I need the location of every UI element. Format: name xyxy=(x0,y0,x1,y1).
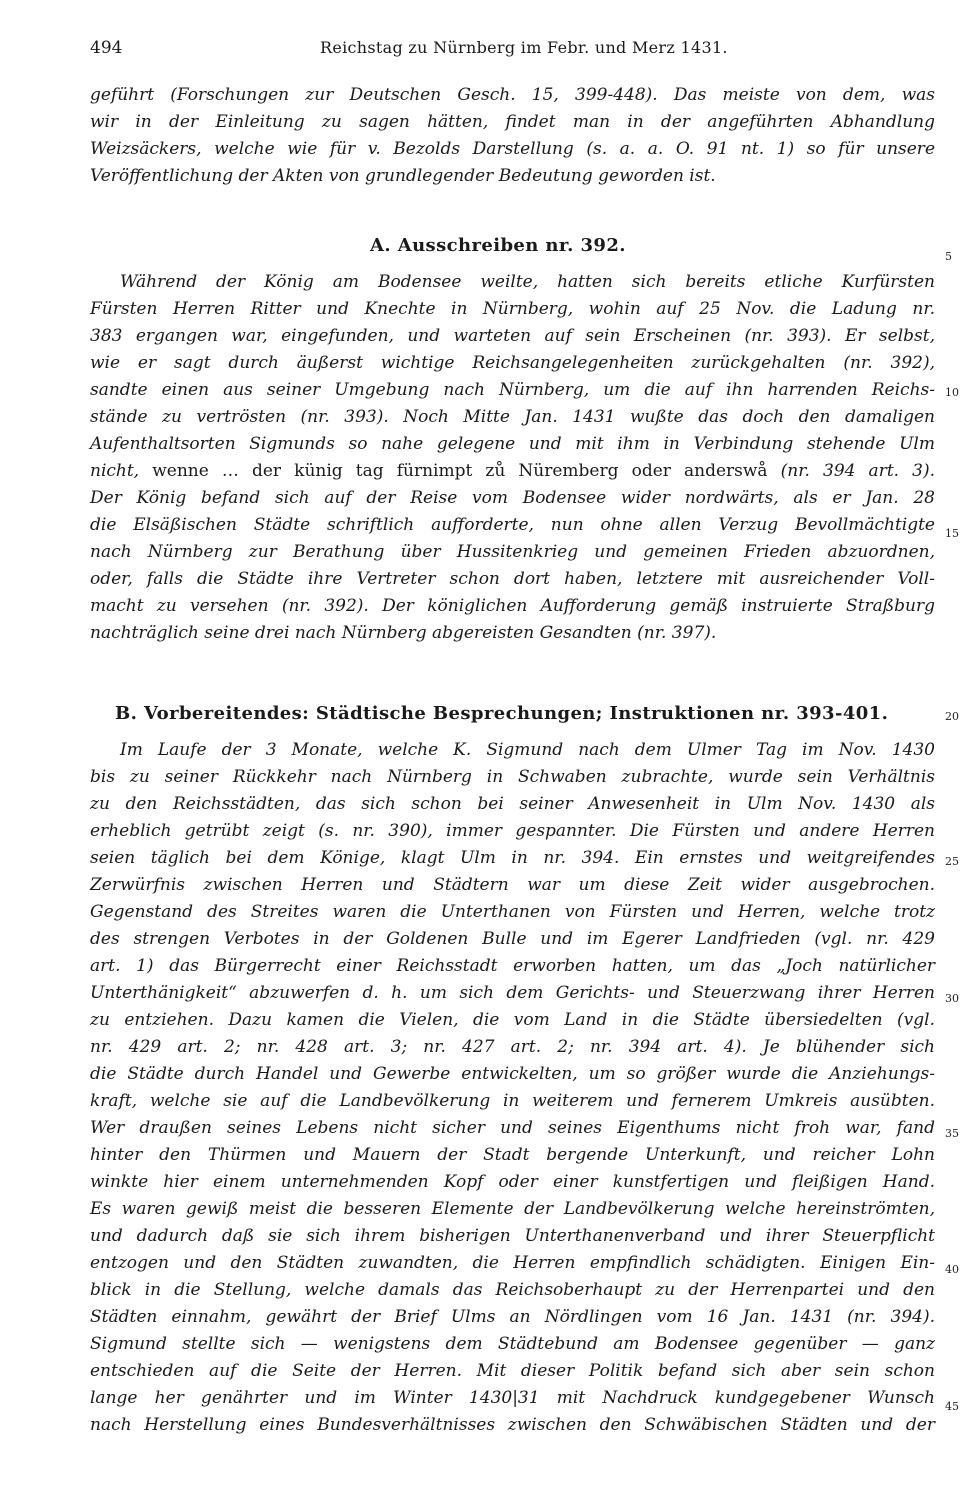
section-a-line: 383 ergangen war, eingefunden, und warteten auf sein Erscheinen (nr. 393). Er selbst, xyxy=(90,326,935,346)
margin-line-number: 10 xyxy=(945,386,959,399)
margin-line-number: 5 xyxy=(945,250,952,263)
section-a-line: stände zu vertrösten (nr. 393). Noch Mitte Jan. 1431 wußte das doch den damaligen xyxy=(90,407,935,427)
margin-line-number: 30 xyxy=(945,992,959,1005)
section-b-line: winkte hier einem unternehmenden Kopf oder einer kunstfertigen und fleißigen Hand. xyxy=(90,1172,935,1192)
section-a-heading: A. Ausschreiben nr. 392. xyxy=(370,235,626,256)
margin-line-number: 35 xyxy=(945,1127,959,1140)
section-b-line: Zerwürfnis zwischen Herren und Städtern war um diese Zeit wider ausgebrochen. xyxy=(90,875,935,895)
section-b-line: und dadurch daß sie sich ihrem bisherigen Unterthanenverband und ihrer Steuerpflicht xyxy=(90,1226,935,1246)
section-a-line: Fürsten Herren Ritter und Knechte in Nürnberg, wohin auf 25 Nov. die Ladung nr. xyxy=(90,299,935,319)
section-a-line: nachträglich seine drei nach Nürnberg abgereisten Gesandten (nr. 397). xyxy=(90,623,717,643)
section-b-line: des strengen Verbotes in der Goldenen Bulle und im Egerer Landfrieden (vgl. nr. 429 xyxy=(90,929,935,949)
section-a-line: Aufenthaltsorten Sigmunds so nahe gelegene und mit ihm in Verbindung stehende Ulm xyxy=(90,434,935,454)
section-b-line: Städten einnahm, gewährt der Brief Ulms an Nördlingen vom 16 Jan. 1431 (nr. 394). xyxy=(90,1307,935,1327)
section-b-heading: B. Vorbereitendes: Städtische Besprechungen; Instruktionen nr. 393-401. xyxy=(115,703,889,724)
section-b-line: bis zu seiner Rückkehr nach Nürnberg in Schwaben zubrachte, wurde sein Verhältnis xyxy=(90,767,935,787)
intro-line: wir in der Einleitung zu sagen hätten, findet man in der angeführten Abhandlung xyxy=(90,112,935,132)
intro-line: Veröffentlichung der Akten von grundlegender Bedeutung geworden ist. xyxy=(90,166,716,186)
section-b-line: entzogen und den Städten zuwandten, die Herren empfindlich schädigten. Einigen Ein- xyxy=(90,1253,935,1273)
running-head: Reichstag zu Nürnberg im Febr. und Merz 1431. xyxy=(320,38,728,57)
section-a-line: Während der König am Bodensee weilte, hatten sich bereits etliche Kurfürsten xyxy=(120,272,935,292)
section-b-line: Es waren gewiß meist die besseren Elemente der Landbevölkerung welche hereinströmten, xyxy=(90,1199,935,1219)
intro-line: Weizsäckers, welche wie für v. Bezolds Darstellung (s. a. a. O. 91 nt. 1) so für unsere xyxy=(90,139,935,159)
margin-line-number: 40 xyxy=(945,1263,959,1276)
section-b-line: zu den Reichsstädten, das sich schon bei seiner Anwesenheit in Ulm Nov. 1430 als xyxy=(90,794,935,814)
section-b-line: nach Herstellung eines Bundesverhältnisses zwischen den Schwäbischen Städten und der xyxy=(90,1415,935,1435)
section-b-line: Wer draußen seines Lebens nicht sicher und seines Eigenthums nicht froh war, fand xyxy=(90,1118,935,1138)
quote-line-after: (nr. 394 art. 3). xyxy=(767,461,936,481)
section-a-line: macht zu versehen (nr. 392). Der königlichen Aufforderung gemäß instruierte Straßburg xyxy=(90,596,935,616)
section-b-line: Im Laufe der 3 Monate, welche K. Sigmund nach dem Ulmer Tag im Nov. 1430 xyxy=(120,740,935,760)
section-a-line: nach Nürnberg zur Berathung über Hussitenkrieg und gemeinen Frieden abzuordnen, xyxy=(90,542,935,562)
section-b-line: Gegenstand des Streites waren die Unterthanen von Fürsten und Herren, welche trotz xyxy=(90,902,935,922)
section-a-line: sandte einen aus seiner Umgebung nach Nürnberg, um die auf ihn harrenden Reichs- xyxy=(90,380,935,400)
section-a-line: die Elsäßischen Städte schriftlich aufforderte, nun ohne allen Verzug Bevollmächtigte xyxy=(90,515,935,535)
section-b-line: Sigmund stellte sich — wenigstens dem Städtebund am Bodensee gegenüber — ganz xyxy=(90,1334,935,1354)
margin-line-number: 15 xyxy=(945,527,959,540)
section-b-line: seien täglich bei dem Könige, klagt Ulm in nr. 394. Ein ernstes und weitgreifendes xyxy=(90,848,935,868)
section-b-line: Unterthänigkeit“ abzuwerfen d. h. um sich dem Gerichts- und Steuerzwang ihrer Herren xyxy=(90,983,935,1003)
section-a-line: oder, falls die Städte ihre Vertreter schon dort haben, letztere mit ausreichender Voll- xyxy=(90,569,935,589)
section-b-line: lange her genährter und im Winter 1430|31 mit Nachdruck kundgegebener Wunsch xyxy=(90,1388,935,1408)
section-b-line: erheblich getrübt zeigt (s. nr. 390), immer gespannter. Die Fürsten und andere Herren xyxy=(90,821,935,841)
margin-line-number: 45 xyxy=(945,1400,959,1413)
page-header xyxy=(90,38,940,64)
section-b-line: hinter den Thürmen und Mauern der Stadt bergende Unterkunft, und reicher Lohn xyxy=(90,1145,935,1165)
intro-line: geführt (Forschungen zur Deutschen Gesch. 15, 399-448). Das meiste von dem, was xyxy=(90,85,935,105)
section-b-line: die Städte durch Handel und Gewerbe entwickelten, um so größer wurde die Anziehungs- xyxy=(90,1064,935,1084)
section-b-line: nr. 429 art. 2; nr. 428 art. 3; nr. 427 art. 2; nr. 394 art. 4). Je blühender sich xyxy=(90,1037,935,1057)
page-number: 494 xyxy=(90,38,123,58)
section-b-line: blick in die Stellung, welche damals das Reichsoberhaupt zu der Herrenpartei und den xyxy=(90,1280,935,1300)
quote-line-before: nicht, xyxy=(90,461,153,481)
section-b-line: entschieden auf die Seite der Herren. Mit dieser Politik befand sich aber sein schon xyxy=(90,1361,935,1381)
section-a-quote-line xyxy=(90,461,935,481)
section-b-line: zu entziehen. Dazu kamen die Vielen, die vom Land in die Städte übersiedelten (vgl. xyxy=(90,1010,935,1030)
section-b-line: art. 1) das Bürgerrecht einer Reichsstadt erworben hatten, um das „Joch natürlicher xyxy=(90,956,935,976)
original-quote: wenne … der künig tag fürnimpt zů Nüremberg oder anderswå xyxy=(152,461,768,481)
margin-line-number: 25 xyxy=(945,855,959,868)
section-a-line: wie er sagt durch äußerst wichtige Reichsangelegenheiten zurückgehalten (nr. 392), xyxy=(90,353,935,373)
section-b-line: kraft, welche sie auf die Landbevölkerung in weiterem und fernerem Umkreis ausübten. xyxy=(90,1091,935,1111)
margin-line-number: 20 xyxy=(945,710,959,723)
section-a-line: Der König befand sich auf der Reise vom Bodensee wider nordwärts, als er Jan. 28 xyxy=(90,488,935,508)
